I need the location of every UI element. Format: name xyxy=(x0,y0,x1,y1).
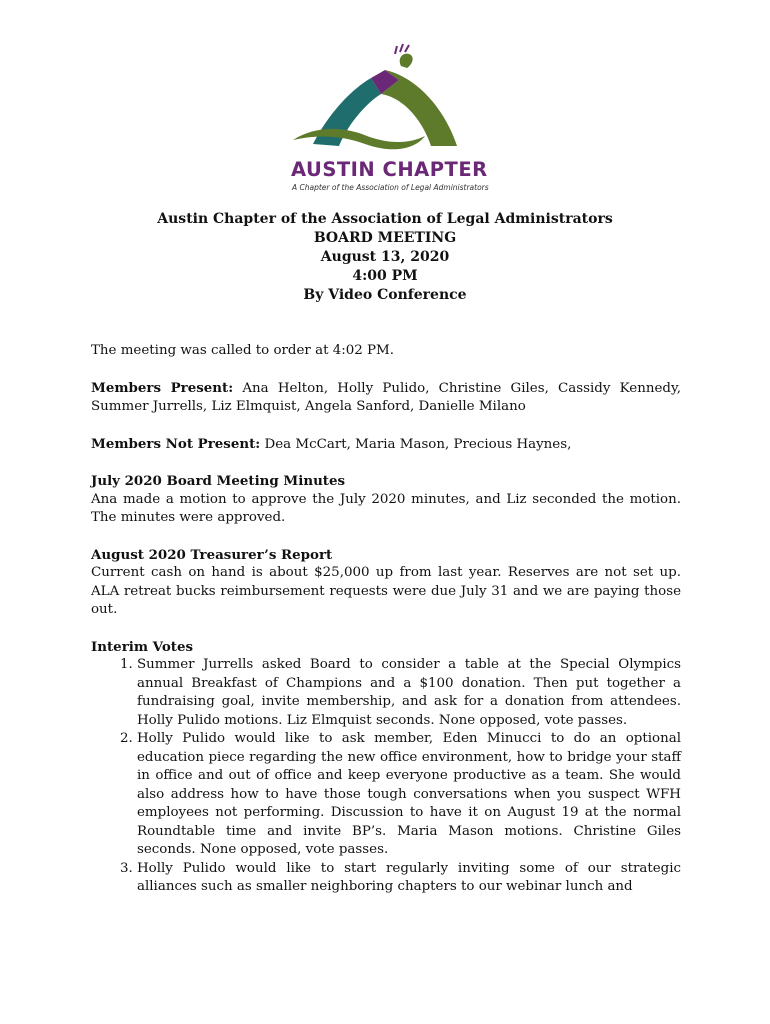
meeting-title: BOARD MEETING xyxy=(313,230,457,246)
list-item: 3. Holly Pulido would like to start regularly inviting some of our strategic alliances such as smaller neighboring chapters to our webinar lunch and xyxy=(137,860,681,897)
logo-tagline: A Chapter of the Association of Legal Administrators xyxy=(292,183,489,192)
logo-name: AUSTIN CHAPTER xyxy=(291,158,488,181)
members-absent-label: Members Not Present: xyxy=(91,435,261,452)
meeting-time: 4:00 PM xyxy=(352,268,418,284)
minutes-body xyxy=(91,342,681,897)
treasurer-report-text: Current cash on hand is about $25,000 up from last year. Reserves are not set up. ALA retreat bucks reimbursement requests were due July 31 and we are paying those out. xyxy=(91,565,681,617)
interim-votes-heading: Interim Votes xyxy=(91,638,194,655)
members-absent xyxy=(91,435,681,455)
july-minutes-heading: July 2020 Board Meeting Minutes xyxy=(91,473,346,489)
list-item: 2. Holly Pulido would like to ask member, Eden Minucci to do an optional education piece regarding the new office environment, how to bridge your staff in office and out of office and keep everyone productive as a team. She would also address how to have those tough conversations when you suspect WFH employees not performing. Discussion to have it on August 19 at the normal Roundtable time and invite BP’s. Maria Mason motions. Christine Giles seconds. None opposed, vote passes. xyxy=(137,730,681,860)
interim-votes-list xyxy=(91,656,681,897)
members-absent-names: Dea McCart, Maria Mason, Precious Haynes, xyxy=(260,436,572,452)
logo-a-mark-icon xyxy=(285,40,485,158)
meeting-heading xyxy=(0,210,770,305)
call-to-order: The meeting was called to order at 4:02 PM. xyxy=(91,343,395,358)
meeting-venue: By Video Conference xyxy=(303,287,467,303)
members-present xyxy=(91,379,681,417)
members-present-names: Ana Helton, Holly Pulido, Christine Giles, Cassidy Kennedy, Summer Jurrells, Liz Elmquist, Angela Sanford, Danielle Milano xyxy=(91,380,681,414)
members-present-label: Members Present: xyxy=(91,379,234,396)
austin-chapter-logo xyxy=(285,40,489,192)
meeting-date: August 13, 2020 xyxy=(320,249,450,265)
treasurer-report-heading: August 2020 Treasurer’s Report xyxy=(91,546,333,563)
july-minutes-text: Ana made a motion to approve the July 2020 minutes, and Liz seconded the motion. The minutes were approved. xyxy=(91,491,681,525)
list-item: 1. Summer Jurrells asked Board to consider a table at the Special Olympics annual Breakfast of Champions and a $100 donation. Then put together a fundraising goal, invite membership, and ask for a donation from attendees. Holly Pulido motions. Liz Elmquist seconds. None opposed, vote passes. xyxy=(137,656,681,730)
org-title: Austin Chapter of the Association of Legal Administrators xyxy=(157,211,613,227)
